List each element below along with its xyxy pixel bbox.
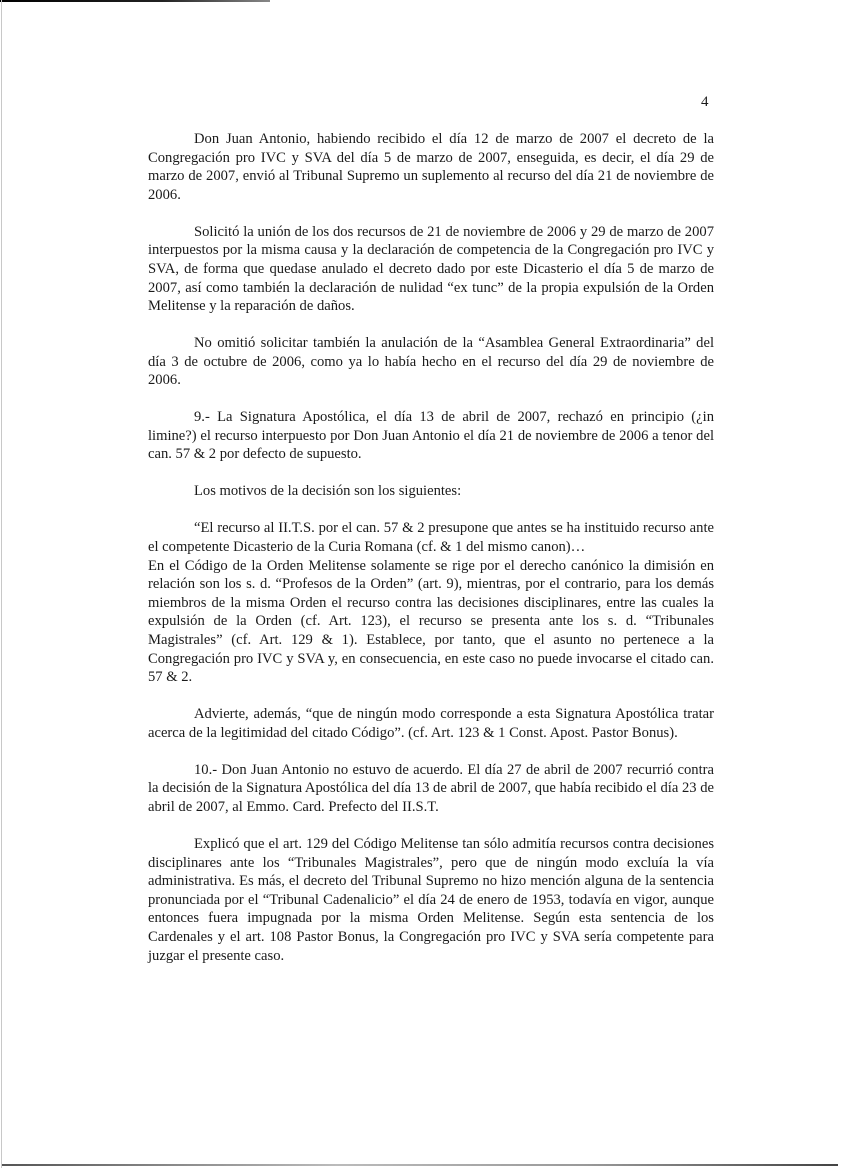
paragraph-explanation: Explicó que el art. 129 del Código Melitense tan sólo admitía recursos contra decisiones disciplinares ante los “Tribunales Magistrales”, pero que de ningún modo excluía la vía administrativa. Es más, el decreto del Tribunal Supremo no hizo mención alguna de la sentencia pronunciada por el “Tribunal Cadenalicio” el día 24 de enero de 1953, todavía en vigor, aunque entonces fuera impugnada por la misma Orden Melitense. Según esta sentencia de los Cardenales y el art. 108 Pastor Bonus, la Congregación pro IVC y SVA sería competente para juzgar el presente caso. — [148, 835, 714, 964]
page-number: 4 — [701, 94, 709, 110]
scan-edge-left — [1, 0, 2, 1168]
paragraph-assembly-annulment: No omitió solicitar también la anulación de la “Asamblea General Extraordinaria” del día 3 de octubre de 2006, como ya lo había hecho en el recurso del día 29 de noviembre de 2006. — [148, 335, 714, 389]
paragraph-motives-intro: Los motivos de la decisión son los siguientes: — [194, 483, 462, 500]
scan-edge-bottom — [2, 1164, 838, 1166]
paragraph-request-union: Solicitó la unión de los dos recursos de 21 de noviembre de 2006 y 29 de marzo de 2007 interpuestos por la misma causa y la declaración de competencia de la Congregación pro IVC y SVA, de forma que quedase anulado el decreto dado por este Dicasterio el día 5 de marzo de 2007, así como también la declaración de nulidad “ex tunc” de la propia expulsión de la Orden Melitense y la reparación de daños. — [148, 223, 714, 315]
paragraph-quote-start: “El recurso al II.T.S. por el can. 57 & 2 presupone que antes se ha instituido recurso ante el competente Dicasterio de la Curia Romana (cf. & 1 del mismo canon)… — [148, 520, 714, 556]
paragraph-supplement-appeal: Don Juan Antonio, habiendo recibido el día 12 de marzo de 2007 el decreto de la Congregación pro IVC y SVA del día 5 de marzo de 2007, enseguida, es decir, el día 29 de marzo de 2007, envió al Tribunal Supremo un suplemento al recurso del día 21 de noviembre de 2006. — [148, 131, 714, 203]
paragraph-item-10-appeal: 10.- Don Juan Antonio no estuvo de acuerdo. El día 27 de abril de 2007 recurrió contra la decisión de la Signatura Apostólica del día 13 de abril de 2007, que había recibido el día 23 de abril de 2007, al Emmo. Card. Prefecto del II.S.T. — [148, 761, 714, 815]
scan-edge-top — [0, 0, 270, 2]
paragraph-item-9-rejection: 9.- La Signatura Apostólica, el día 13 de abril de 2007, rechazó en principio (¿in limine?) el recurso interpuesto por Don Juan Antonio el día 21 de noviembre de 2006 a tenor del can. 57 & 2 por defecto de supuesto. — [148, 409, 714, 463]
paragraph-warning: Advierte, además, “que de ningún modo corresponde a esta Signatura Apostólica tratar acerca de la legitimidad del citado Código”. (cf. Art. 123 & 1 Const. Apost. Pastor Bonus). — [148, 706, 714, 741]
paragraph-quote-continuation: En el Código de la Orden Melitense solamente se rige por el derecho canónico la dimisión en relación son los s. d. “Profesos de la Orden” (art. 9), mientras, por el contrario, para los demás miembros de la misma Orden el recurso contra las decisiones disciplinares, entre las cuales la expulsión de la Orden (cf. Art. 123), el recurso se presenta ante los s. d. “Tribunales Magistrales” (cf. Art. 129 & 1). Establece, por tanto, que el asunto no pertenece a la Congregación pro IVC y SVA y, en consecuencia, en este caso no puede invocarse el citado can. 57 & 2. — [148, 557, 714, 686]
document-body — [148, 130, 714, 965]
